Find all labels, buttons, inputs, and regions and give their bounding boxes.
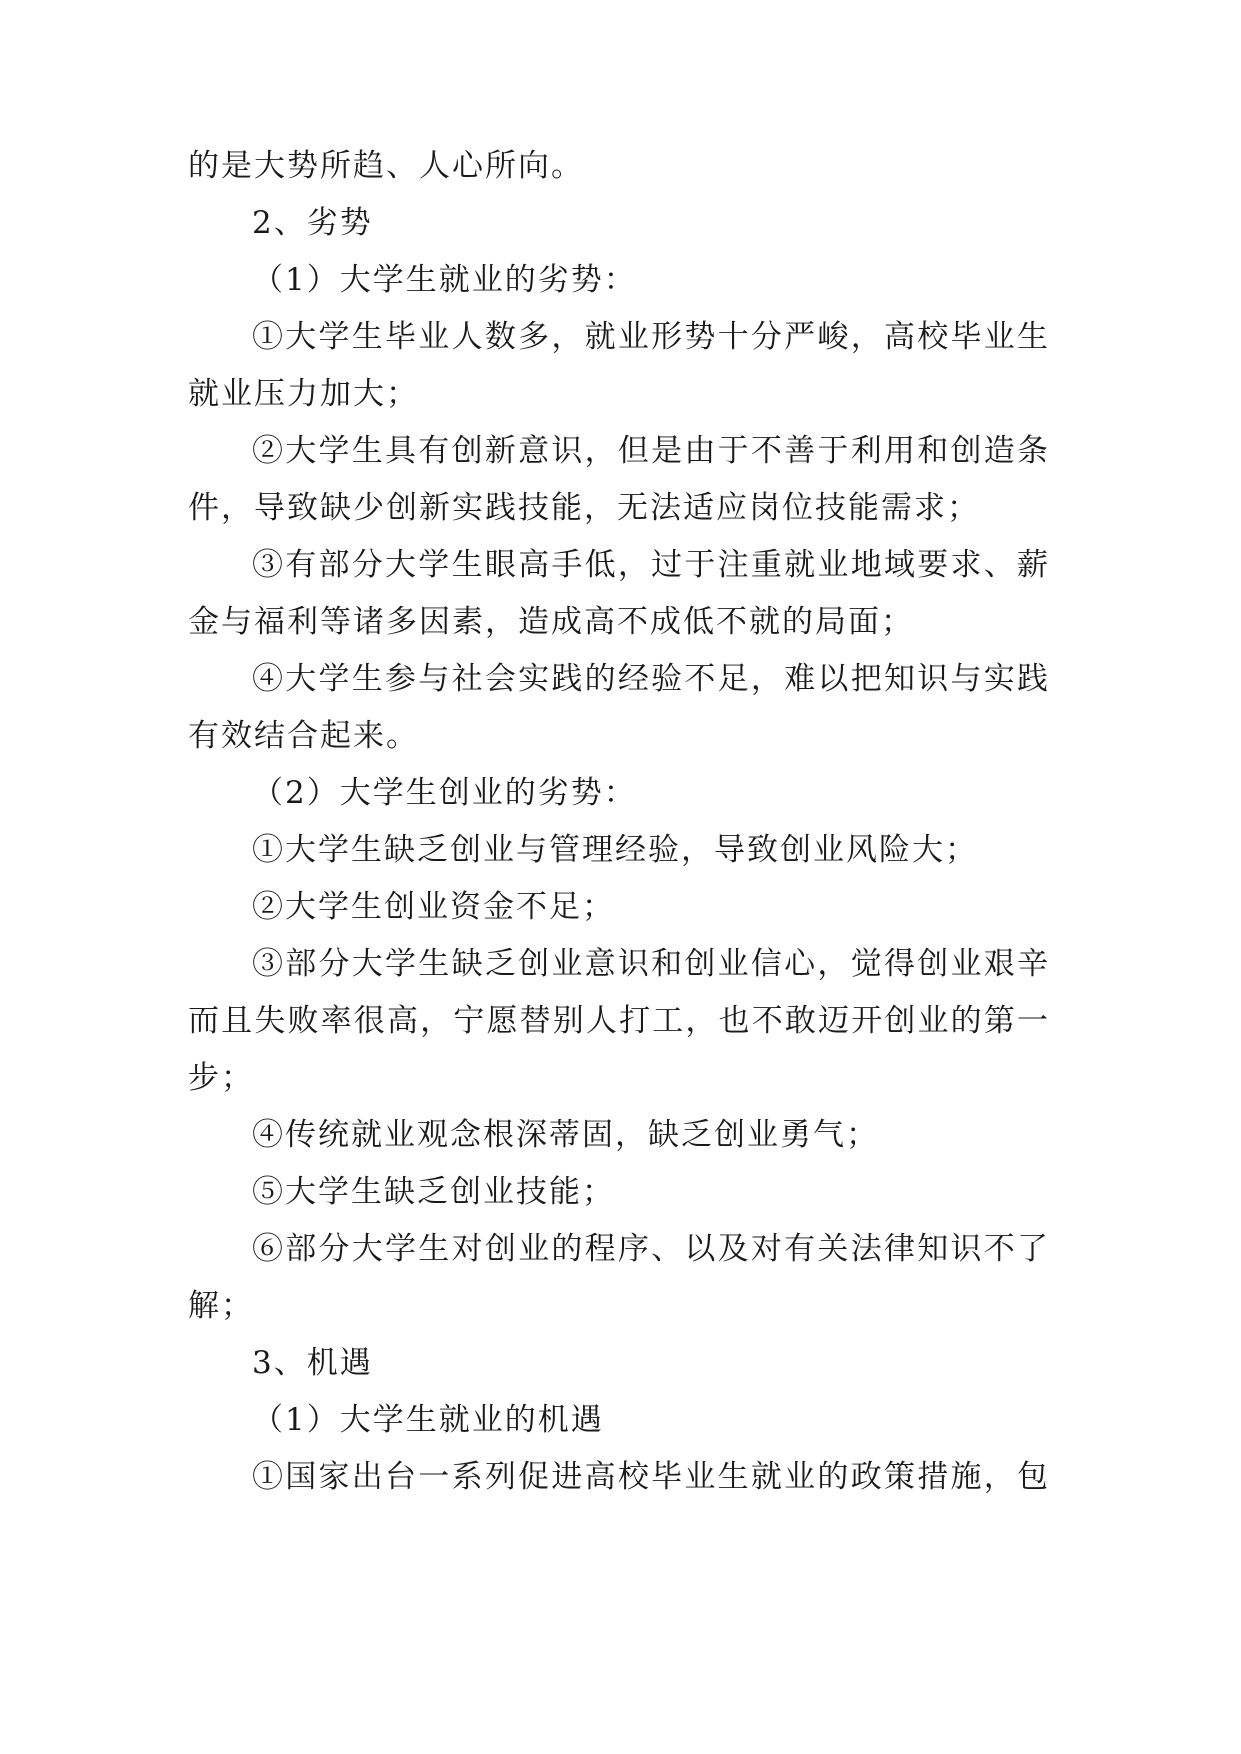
section-heading: 3、机遇 [252, 1345, 373, 1381]
text-line: ②大学生创业资金不足； [252, 889, 615, 925]
text-line: ⑥部分大学生对创业的程序、以及对有关法律知识不了 [252, 1231, 1048, 1267]
text-line: 而且失败率很高，宁愿替别人打工，也不敢迈开创业的第一 [188, 1003, 1048, 1039]
text-line: ③部分大学生缺乏创业意识和创业信心，觉得创业艰辛 [252, 946, 1048, 982]
text-line: 就业压力加大； [188, 376, 419, 412]
subsection-heading: （2）大学生创业的劣势： [252, 775, 637, 811]
text-line: 步； [188, 1060, 254, 1096]
text-line: ②大学生具有创新意识，但是由于不善于利用和创造条 [252, 433, 1048, 469]
section-heading: 2、劣势 [252, 205, 373, 241]
text-line: 金与福利等诸多因素，造成高不成低不就的局面； [188, 604, 914, 640]
subsection-heading: （1）大学生就业的机遇 [252, 1402, 604, 1438]
text-line: ④传统就业观念根深蒂固，缺乏创业勇气； [252, 1117, 879, 1153]
text-line: ①大学生毕业人数多，就业形势十分严峻，高校毕业生 [252, 319, 1048, 355]
text-line: ③有部分大学生眼高手低，过于注重就业地域要求、薪 [252, 547, 1048, 583]
text-line: ①大学生缺乏创业与管理经验，导致创业风险大； [252, 832, 978, 868]
subsection-heading: （1）大学生就业的劣势： [252, 262, 637, 298]
text-line: ⑤大学生缺乏创业技能； [252, 1174, 615, 1210]
text-line: 解； [188, 1288, 254, 1324]
text-line: ①国家出台一系列促进高校毕业生就业的政策措施，包 [252, 1459, 1048, 1495]
text-line: 件，导致缺少创新实践技能，无法适应岗位技能需求； [188, 490, 980, 526]
text-line: 的是大势所趋、人心所向。 [188, 148, 584, 184]
text-line: ④大学生参与社会实践的经验不足，难以把知识与实践 [252, 661, 1048, 697]
text-line: 有效结合起来。 [188, 718, 419, 754]
